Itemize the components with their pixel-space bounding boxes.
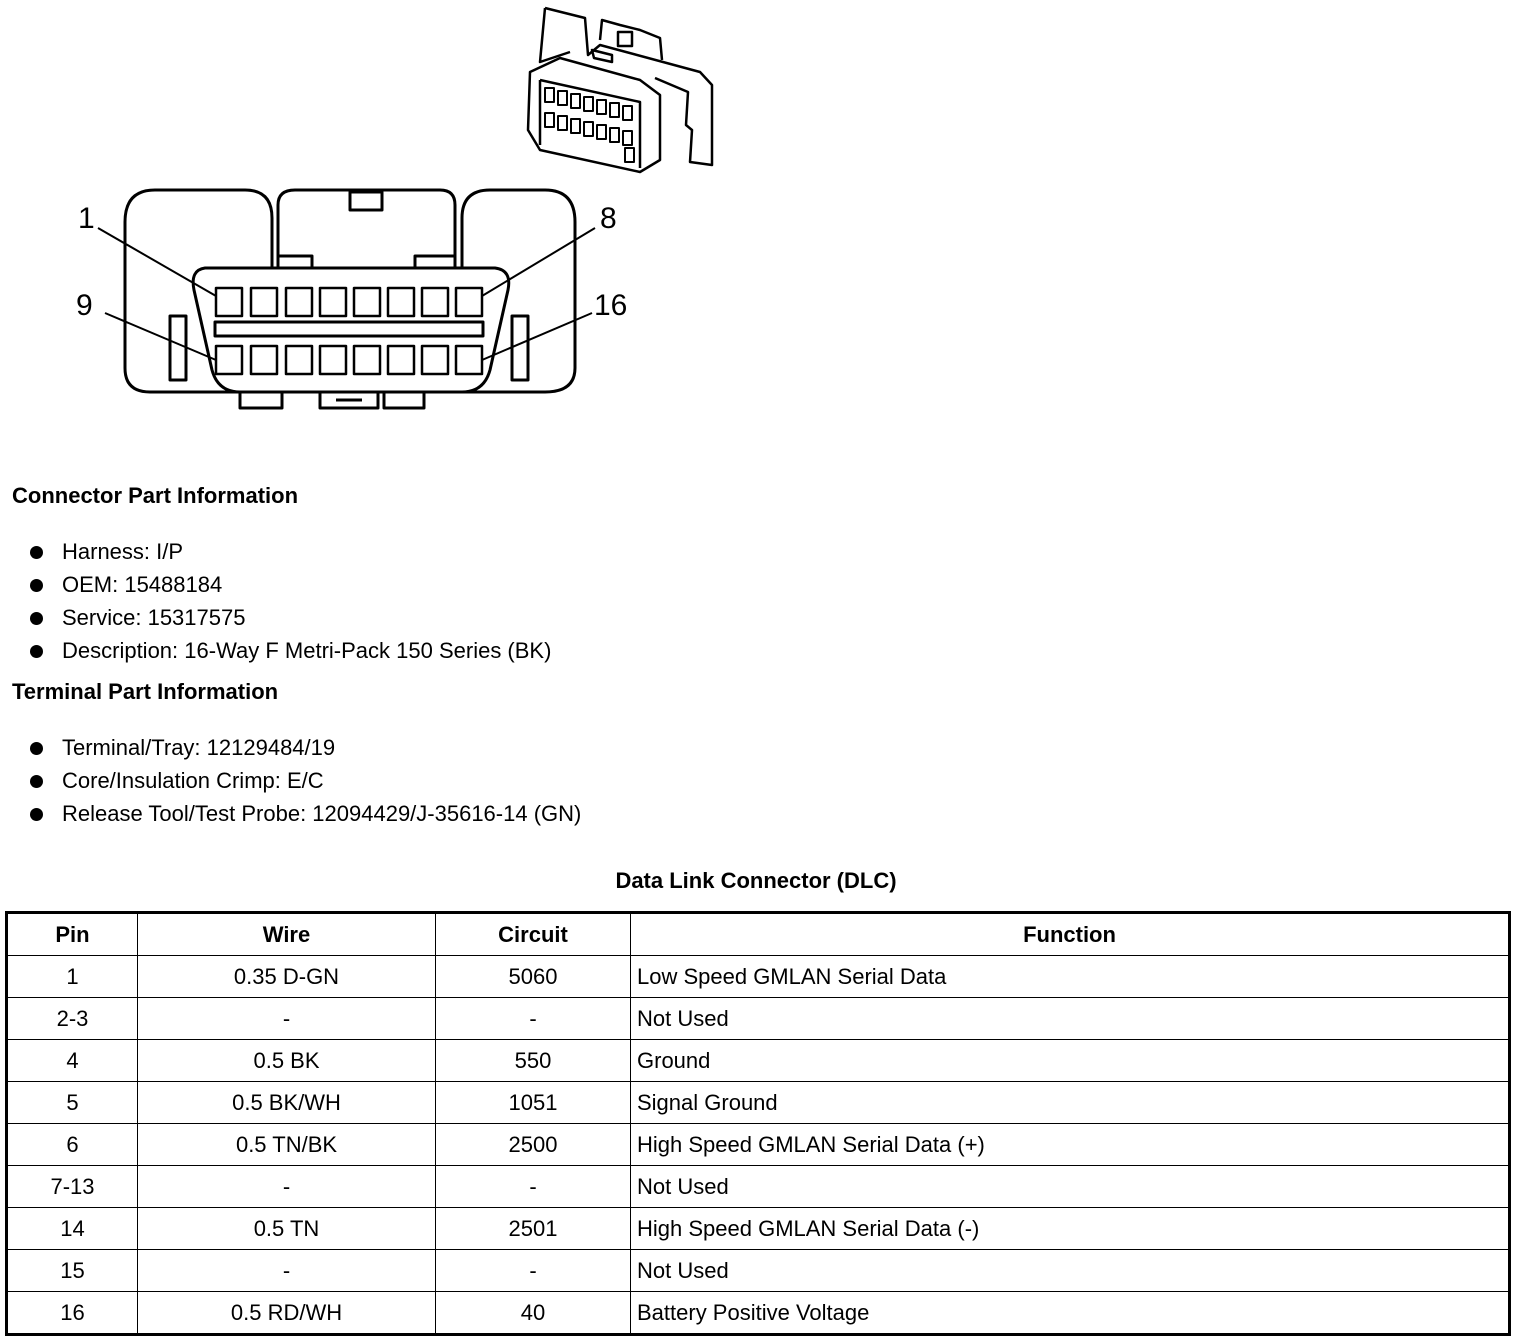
table-row: [7, 1124, 1510, 1166]
bullet-icon: [30, 775, 43, 788]
cell-wire: -: [138, 1250, 436, 1292]
bullet-icon: [30, 742, 43, 755]
cell-pin: 1: [7, 956, 138, 998]
cell-function: Ground: [631, 1040, 1510, 1082]
table-row: [7, 1250, 1510, 1292]
cell-function: Low Speed GMLAN Serial Data: [631, 956, 1510, 998]
cell-wire: -: [138, 1166, 436, 1208]
cell-function: High Speed GMLAN Serial Data (+): [631, 1124, 1510, 1166]
table-row: [7, 998, 1510, 1040]
dlc-pin-table: [5, 911, 1511, 1336]
cell-wire: -: [138, 998, 436, 1040]
cell-pin: 6: [7, 1124, 138, 1166]
bullet-icon: [30, 579, 43, 592]
cell-wire: 0.5 BK: [138, 1040, 436, 1082]
bullet-icon: [30, 612, 43, 625]
cell-function: Not Used: [631, 998, 1510, 1040]
cell-wire: 0.35 D-GN: [138, 956, 436, 998]
list-item: [30, 764, 581, 797]
header-pin: Pin: [7, 913, 138, 956]
cell-pin: 5: [7, 1082, 138, 1124]
header-function: Function: [631, 913, 1510, 956]
cell-function: High Speed GMLAN Serial Data (-): [631, 1208, 1510, 1250]
list-item: [30, 797, 581, 830]
table-row: [7, 1082, 1510, 1124]
table-row: [7, 1166, 1510, 1208]
list-item-text: OEM: 15488184: [62, 572, 223, 597]
cell-circuit: 40: [436, 1292, 631, 1335]
list-item: [30, 535, 551, 568]
pin-label-1: 1: [78, 202, 95, 235]
cell-wire: 0.5 TN: [138, 1208, 436, 1250]
cell-circuit: 1051: [436, 1082, 631, 1124]
cell-circuit: 2500: [436, 1124, 631, 1166]
list-item-text: Service: 15317575: [62, 605, 246, 630]
list-item: [30, 601, 551, 634]
table-row: [7, 1292, 1510, 1335]
cell-wire: 0.5 BK/WH: [138, 1082, 436, 1124]
header-wire: Wire: [138, 913, 436, 956]
connector-info-list: [30, 535, 551, 667]
cell-wire: 0.5 TN/BK: [138, 1124, 436, 1166]
list-item-text: Description: 16-Way F Metri-Pack 150 Series (BK): [62, 638, 552, 663]
table-row: [7, 1208, 1510, 1250]
table-row: [7, 956, 1510, 998]
pin-label-16: 16: [594, 289, 628, 322]
pin-label-9: 9: [76, 289, 93, 322]
cell-circuit: 2501: [436, 1208, 631, 1250]
cell-circuit: 5060: [436, 956, 631, 998]
cell-function: Battery Positive Voltage: [631, 1292, 1510, 1335]
cell-pin: 4: [7, 1040, 138, 1082]
cell-pin: 16: [7, 1292, 138, 1335]
cell-wire: 0.5 RD/WH: [138, 1292, 436, 1335]
list-item-text: Core/Insulation Crimp: E/C: [62, 768, 324, 793]
table-title: Data Link Connector (DLC): [615, 868, 897, 893]
cell-pin: 15: [7, 1250, 138, 1292]
connector-diagram: [0, 0, 760, 420]
terminal-info-list: [30, 731, 581, 830]
list-item-text: Harness: I/P: [62, 539, 184, 564]
cell-function: Not Used: [631, 1250, 1510, 1292]
table-row: [7, 1040, 1510, 1082]
list-item: [30, 634, 551, 667]
list-item-text: Terminal/Tray: 12129484/19: [62, 735, 336, 760]
connector-info-title: Connector Part Information: [12, 483, 299, 508]
bullet-icon: [30, 808, 43, 821]
connector-face-view: [98, 190, 595, 408]
cell-pin: 7-13: [7, 1166, 138, 1208]
cell-circuit: -: [436, 998, 631, 1040]
cell-function: Signal Ground: [631, 1082, 1510, 1124]
pin-label-8: 8: [600, 202, 617, 235]
connector-3d-view: [528, 8, 712, 172]
bullet-icon: [30, 546, 43, 559]
cell-circuit: -: [436, 1250, 631, 1292]
list-item: [30, 731, 581, 764]
cell-pin: 14: [7, 1208, 138, 1250]
cell-function: Not Used: [631, 1166, 1510, 1208]
list-item-text: Release Tool/Test Probe: 12094429/J-35616-14 (GN): [62, 801, 582, 826]
header-circuit: Circuit: [436, 913, 631, 956]
list-item: [30, 568, 551, 601]
bullet-icon: [30, 645, 43, 658]
cell-circuit: 550: [436, 1040, 631, 1082]
terminal-info-title: Terminal Part Information: [12, 679, 279, 704]
cell-circuit: -: [436, 1166, 631, 1208]
cell-pin: 2-3: [7, 998, 138, 1040]
table-header-row: [7, 913, 1510, 956]
